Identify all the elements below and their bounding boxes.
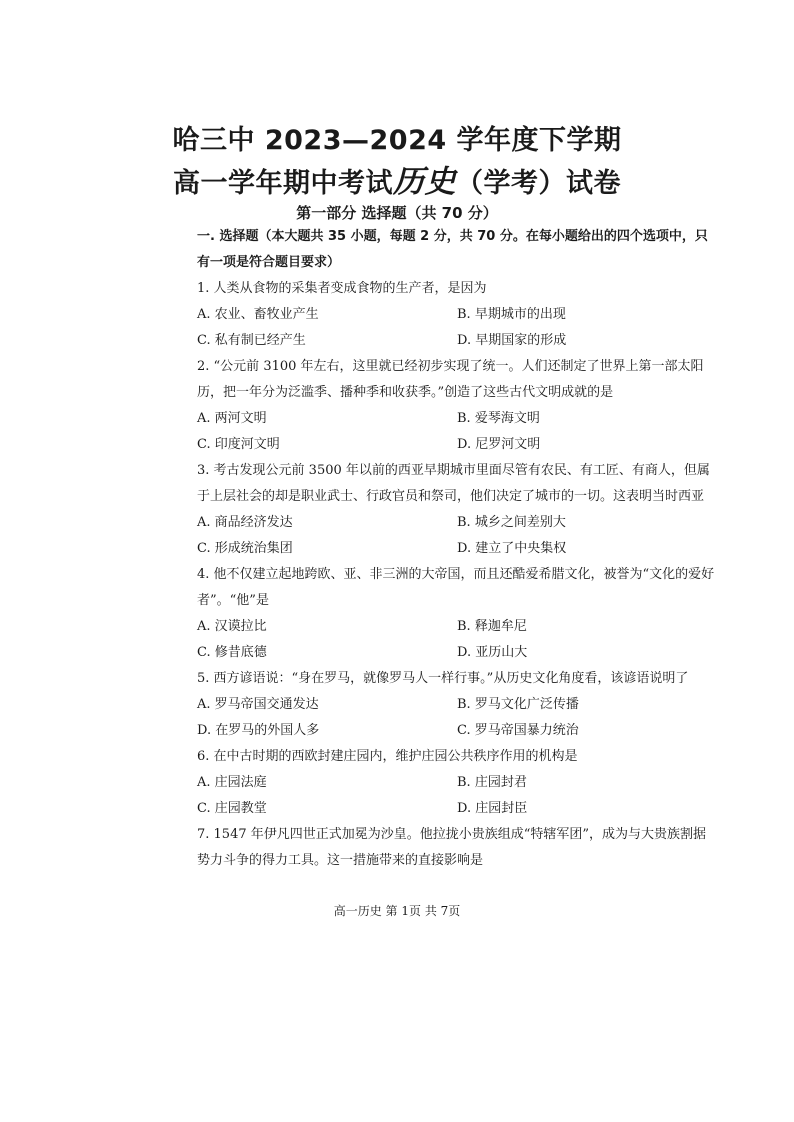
option-row	[197, 432, 717, 458]
question-stem-7: 7. 1547 年伊凡四世正式加冕为沙皇。他拉拢小贵族组成“特辖军团”，成为与大贵族割据势力斗争的得力工具。这一措施带来的直接影响是	[197, 827, 707, 868]
option-6a: A. 庄园法庭	[197, 775, 267, 790]
option-1a: A. 农业、畜牧业产生	[197, 307, 319, 322]
exam-title-line1: 哈三中 2023—2024 学年度下学期	[172, 125, 622, 156]
option-4a: A. 汉谟拉比	[197, 619, 267, 634]
exam-title-line2	[0, 156, 794, 201]
option-5c: C. 罗马帝国暴力统治	[457, 723, 579, 738]
option-6c: C. 庄园教堂	[197, 801, 267, 816]
title-prefix: 高一学年期中考试	[173, 168, 393, 199]
question-stem-4: 4. 他不仅建立起地跨欧、亚、非三洲的大帝国，而且还酷爱希腊文化，被誉为“文化的爱好者”。“他”是	[197, 567, 715, 608]
option-row	[197, 510, 717, 536]
option-2b: B. 爱琴海文明	[457, 411, 540, 426]
option-1d: D. 早期国家的形成	[457, 333, 567, 348]
title-suffix: （学考）试卷	[456, 168, 621, 199]
question-stem-2: 2. “公元前 3100 年左右，这里就已经初步实现了统一。人们还制定了世界上第一部太阳历，把一年分为泛滥季、播种季和收获季。”创造了这些古代文明成就的是	[197, 359, 704, 400]
option-row	[197, 692, 717, 718]
option-5d: D. 在罗马的外国人多	[197, 723, 320, 738]
option-row	[197, 796, 717, 822]
option-6b: B. 庄园封君	[457, 775, 527, 790]
title-subject: 历史	[393, 164, 456, 200]
option-row	[197, 718, 717, 744]
option-3d: D. 建立了中央集权	[457, 541, 567, 556]
option-row	[197, 406, 717, 432]
part-heading: 第一部分 选择题（共 70 分）	[296, 204, 498, 222]
option-row	[197, 614, 717, 640]
option-row	[197, 770, 717, 796]
question-stem-6: 6. 在中古时期的西欧封建庄园内，维护庄园公共秩序作用的机构是	[197, 749, 578, 764]
option-3a: A. 商品经济发达	[197, 515, 293, 530]
option-6d: D. 庄园封臣	[457, 801, 528, 816]
option-row	[197, 640, 717, 666]
option-4d: D. 亚历山大	[457, 645, 528, 660]
question-stem-3: 3. 考古发现公元前 3500 年以前的西亚早期城市里面尽管有农民、有工匠、有商人，但属于上层社会的却是职业武士、行政官员和祭司，他们决定了城市的一切。这表明当时西亚	[197, 463, 710, 504]
option-1c: C. 私有制已经产生	[197, 333, 306, 348]
question-area	[197, 224, 717, 874]
option-3c: C. 形成统治集团	[197, 541, 293, 556]
option-5a: A. 罗马帝国交通发达	[197, 697, 319, 712]
option-row	[197, 536, 717, 562]
option-3b: B. 城乡之间差别大	[457, 515, 566, 530]
option-4b: B. 释迦牟尼	[457, 619, 527, 634]
option-1b: B. 早期城市的出现	[457, 307, 566, 322]
option-2d: D. 尼罗河文明	[457, 437, 541, 452]
option-row	[197, 328, 717, 354]
option-row	[197, 302, 717, 328]
page-footer: 高一历史 第 1页 共 7页	[333, 904, 461, 918]
option-2c: C. 印度河文明	[197, 437, 280, 452]
option-5b: B. 罗马文化广泛传播	[457, 697, 579, 712]
option-2a: A. 两河文明	[197, 411, 267, 426]
option-4c: C. 修昔底德	[197, 645, 267, 660]
section-instructions: 一. 选择题（本大题共 35 小题，每题 2 分，共 70 分。在每小题给出的四个选项中，只有一项是符合题目要求）	[197, 229, 708, 270]
question-stem-5: 5. 西方谚语说：“身在罗马，就像罗马人一样行事。”从历史文化角度看，该谚语说明了	[197, 671, 689, 686]
question-stem-1: 1. 人类从食物的采集者变成食物的生产者，是因为	[197, 281, 487, 296]
